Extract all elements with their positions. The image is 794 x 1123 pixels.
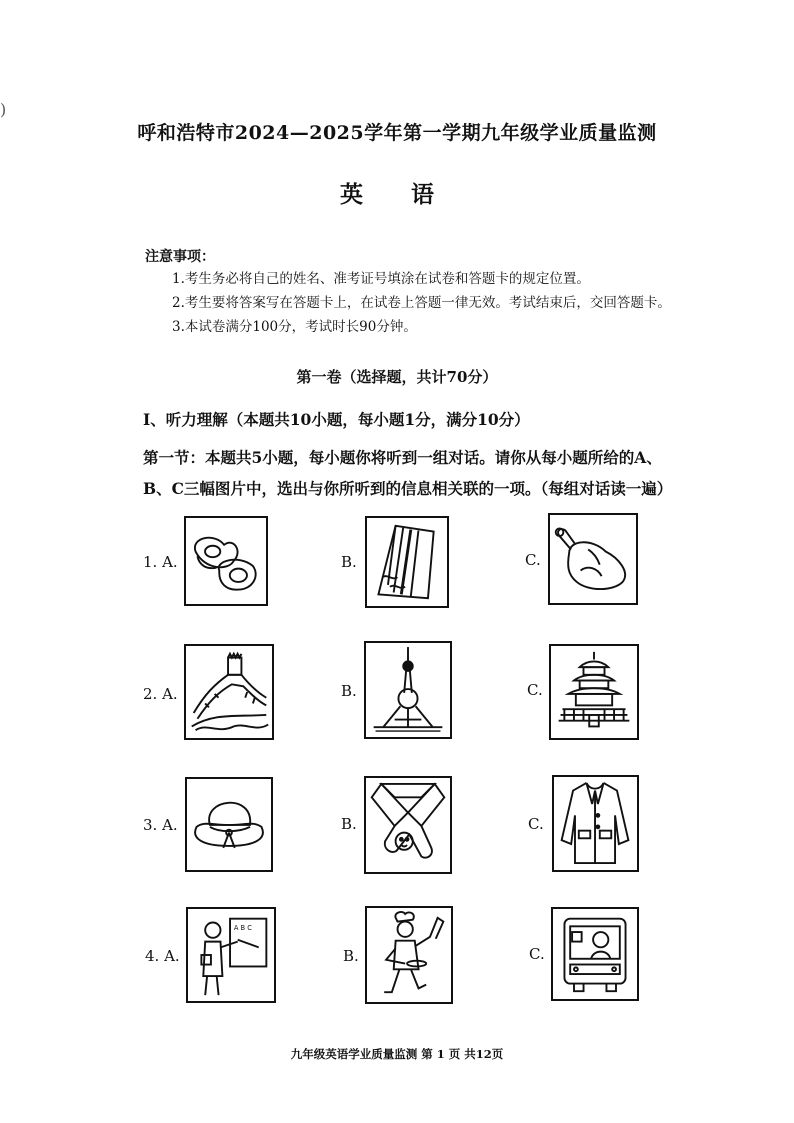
part-heading: 第一卷（选择题，共计70分）	[296, 368, 498, 386]
subject-title: 英 语	[339, 181, 454, 208]
scarf-icon[interactable]	[364, 776, 452, 874]
section-instructions	[143, 442, 672, 504]
temple-of-heaven-icon[interactable]	[549, 644, 639, 740]
question-label: 1. A.	[143, 553, 178, 571]
hat-icon[interactable]	[185, 777, 273, 872]
note-item: 2.考生要将答案写在答题卡上，在试卷上答题一律无效。考试结束后，交回答题卡。	[172, 295, 671, 311]
instruction-line: B、C三幅图片中，选出与你所听到的信息相关联的一项。（每组对话读一遍）	[143, 479, 673, 498]
option-label: C.	[525, 551, 541, 569]
question-label: 4. A.	[145, 947, 180, 965]
coat-icon[interactable]	[552, 775, 639, 872]
section-heading: I、听力理解（本题共10小题，每小题1分，满分10分）	[143, 410, 530, 429]
fried-eggs-icon[interactable]	[184, 516, 268, 606]
instruction-line: 第一节：本题共5小题，每小题你将听到一组对话。请你从每小题所给的A、	[143, 448, 662, 467]
option-label: B.	[343, 947, 359, 965]
option-label: C.	[529, 945, 545, 963]
svg-text:A B C: A B C	[233, 924, 252, 933]
question-label: 3. A.	[143, 816, 178, 834]
option-label: B.	[341, 815, 357, 833]
notes-list	[172, 267, 671, 339]
note-item: 3.本试卷满分100分，考试时长90分钟。	[172, 319, 417, 335]
option-label: C.	[528, 815, 544, 833]
great-wall-icon[interactable]	[184, 644, 274, 740]
notes-heading: 注意事项：	[145, 249, 215, 265]
option-label: B.	[341, 553, 357, 571]
roast-chicken-icon[interactable]	[548, 513, 638, 605]
note-item: 1.考生务必将自己的姓名、准考证号填涂在试卷和答题卡的规定位置。	[172, 271, 590, 287]
option-label: B.	[341, 682, 357, 700]
question-label: 2. A.	[143, 685, 178, 703]
option-label: C.	[527, 681, 543, 699]
bus-driver-icon[interactable]	[551, 907, 639, 1001]
binding-mark: )	[0, 100, 7, 119]
exam-title: 呼和浩特市2024—2025学年第一学期九年级学业质量监测	[137, 122, 657, 144]
cook-icon[interactable]	[365, 906, 453, 1004]
sandwich-icon[interactable]	[365, 516, 449, 608]
teacher-icon[interactable]	[186, 907, 276, 1003]
page-footer: 九年级英语学业质量监测 第 1 页 共12页	[290, 1047, 504, 1061]
tv-tower-icon[interactable]	[364, 641, 452, 739]
